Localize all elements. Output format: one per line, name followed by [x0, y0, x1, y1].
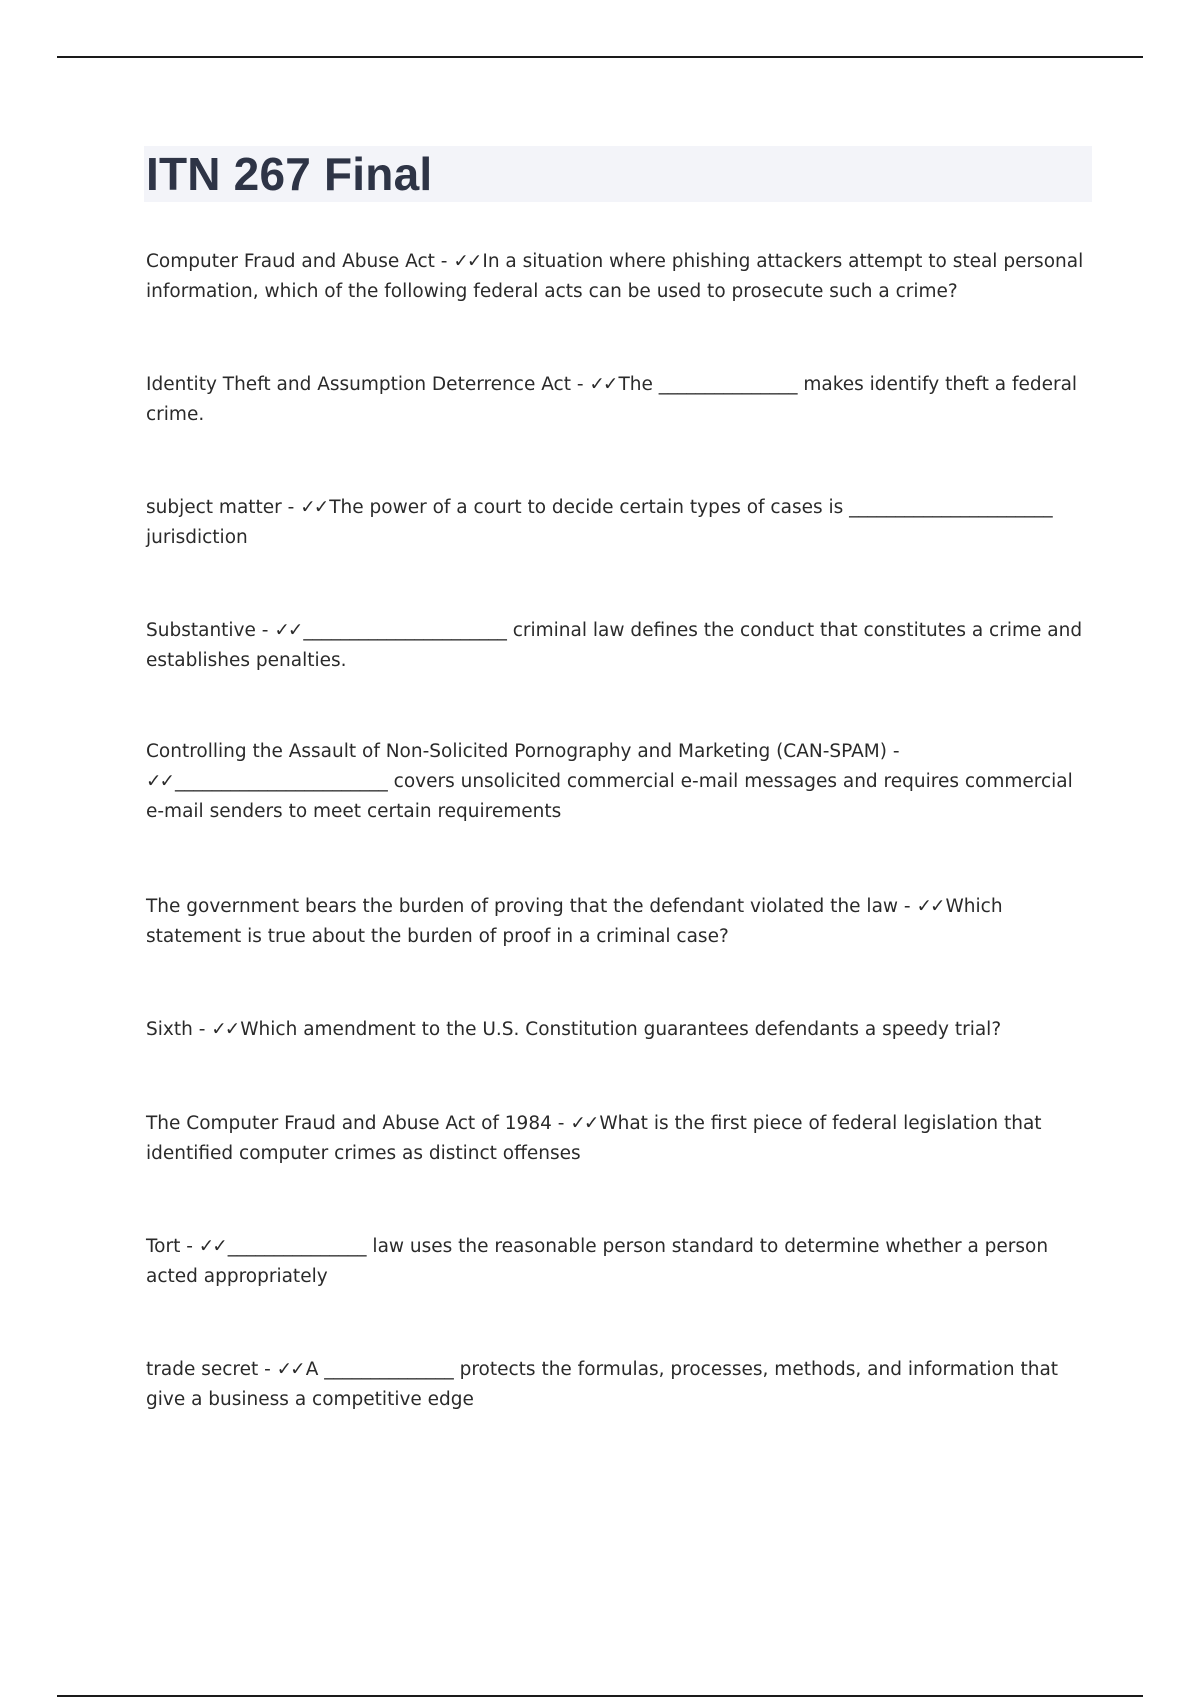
card-term: trade secret [146, 1359, 259, 1380]
card-separator: - [281, 497, 301, 518]
card-term: Computer Fraud and Abuse Act [146, 251, 435, 272]
double-check-icon: ✓✓ [211, 1019, 239, 1040]
double-check-icon: ✓✓ [198, 1236, 226, 1257]
card-term: Sixth [146, 1019, 193, 1040]
card-definition: The _______________ makes identify theft a federal crime. [146, 374, 1078, 425]
card-definition: The power of a court to decide certain types of cases is ______________________ jurisdiction [146, 497, 1053, 548]
card-separator: - [180, 1236, 199, 1257]
card-definition: _______________________ covers unsolicited commercial e-mail messages and requires commercial e-mail senders to meet certain requirements [146, 771, 1073, 822]
page-title: ITN 267 Final [146, 148, 433, 200]
flashcard [146, 247, 1096, 307]
flashcard [146, 493, 1096, 553]
flashcard [146, 892, 1096, 952]
double-check-icon: ✓✓ [274, 620, 302, 641]
flashcard [146, 737, 1096, 827]
card-definition: Which statement is true about the burden of proof in a criminal case? [146, 896, 1003, 947]
flashcard [146, 1109, 1096, 1169]
card-term: Substantive [146, 620, 256, 641]
card-separator: - [551, 1113, 571, 1134]
flashcard [146, 1232, 1096, 1292]
double-check-icon: ✓✓ [146, 771, 174, 792]
flashcard [146, 1015, 1096, 1045]
flashcard [146, 370, 1096, 430]
card-separator: - [570, 374, 590, 395]
double-check-icon: ✓✓ [300, 497, 328, 518]
card-separator: - [192, 1019, 212, 1040]
card-term: Controlling the Assault of Non-Solicited Pornography and Marketing (CAN-SPAM) [146, 741, 887, 762]
double-check-icon: ✓✓ [570, 1113, 598, 1134]
card-separator: - [886, 741, 900, 762]
card-term: The Computer Fraud and Abuse Act of 1984 [146, 1113, 552, 1134]
card-term: Identity Theft and Assumption Deterrence Act [146, 374, 571, 395]
flashcard [146, 1355, 1096, 1415]
double-check-icon: ✓✓ [453, 251, 481, 272]
card-separator: - [258, 1359, 277, 1380]
card-term: Tort [146, 1236, 181, 1257]
top-rule [57, 56, 1143, 58]
flashcard [146, 616, 1096, 676]
card-separator: - [898, 896, 917, 917]
card-definition: What is the first piece of federal legislation that identified computer crimes as distinct offenses [146, 1113, 1042, 1164]
double-check-icon: ✓✓ [589, 374, 617, 395]
bottom-rule [57, 1695, 1143, 1697]
card-definition: Which amendment to the U.S. Constitution guarantees defendants a speedy trial? [240, 1019, 1002, 1040]
card-term: subject matter [146, 497, 282, 518]
card-term: The government bears the burden of proving that the defendant violated the law [146, 896, 899, 917]
card-definition: A ______________ protects the formulas, processes, methods, and information that give a business a competitive edge [146, 1359, 1059, 1410]
card-separator: - [434, 251, 454, 272]
card-separator: - [255, 620, 275, 641]
double-check-icon: ✓✓ [276, 1359, 304, 1380]
card-definition: _______________ law uses the reasonable person standard to determine whether a person acted appropriately [146, 1236, 1049, 1287]
card-definition: ______________________ criminal law defines the conduct that constitutes a crime and establishes penalties. [146, 620, 1083, 671]
double-check-icon: ✓✓ [916, 896, 944, 917]
card-definition: In a situation where phishing attackers attempt to steal personal information, which of the following federal acts can be used to prosecute such a crime? [146, 251, 1084, 302]
